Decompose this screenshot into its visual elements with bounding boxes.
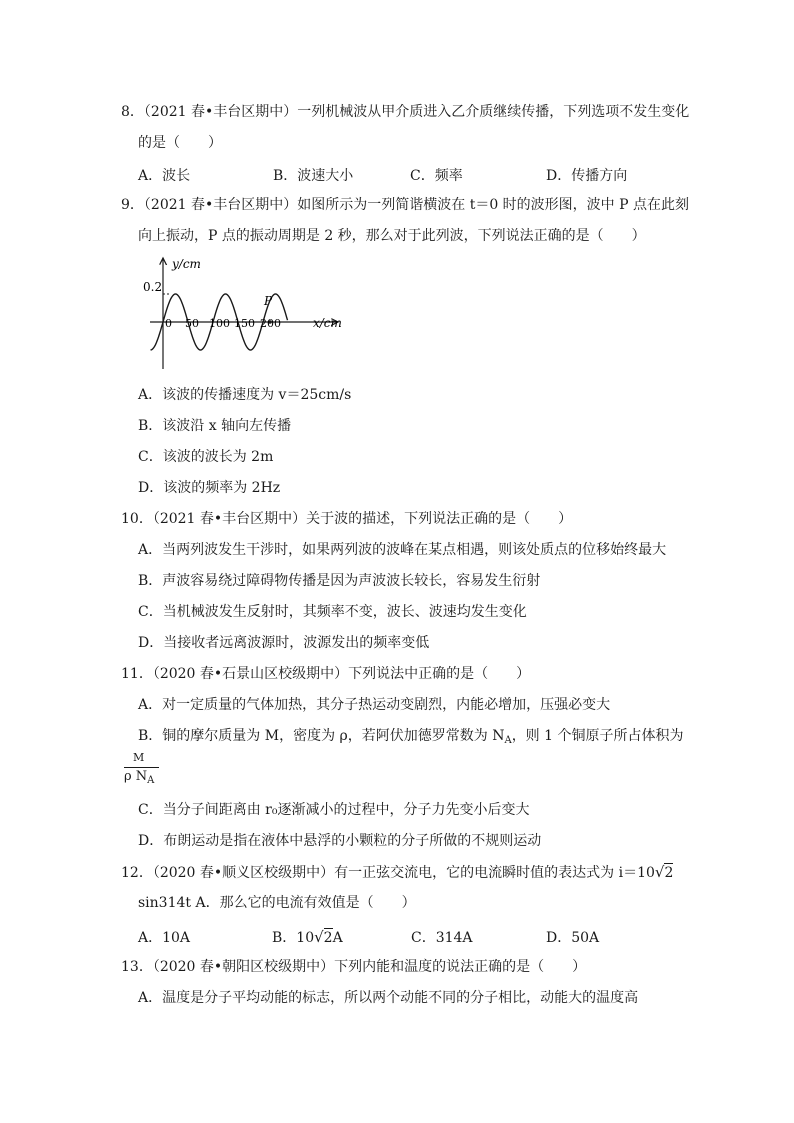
question-11-option-b[interactable] [138,727,684,750]
option-a[interactable]: A．波长 [138,168,191,184]
question-12-options [138,927,599,947]
wave-graph [143,252,353,374]
option-a[interactable]: A．10A [138,930,191,946]
question-9-option-a[interactable]: A．该波的传播速度为 v＝25cm/s [138,387,352,403]
option-b-subscript: A [504,735,512,746]
question-10-line-1: 10．（2021 春•丰台区期中）关于波的描述，下列说法正确的是（ ） [121,511,573,527]
question-8-line-1: 8．（2021 春•丰台区期中）一列机械波从甲介质进入乙介质继续传播，下列选项不发生变化 [121,104,690,120]
question-10-option-c[interactable]: C．当机械波发生反射时，其频率不变，波长、波速均发生变化 [138,604,527,620]
question-11-option-c[interactable]: C．当分子间距离由 r₀逐渐减小的过程中，分子力先变小后变大 [138,802,530,818]
sqrt-radicand: 2 [664,865,674,881]
option-b[interactable]: B．波速大小 [273,168,354,184]
question-9-option-c[interactable]: C．该波的波长为 2m [138,449,274,465]
x-tick-50: 50 [185,317,199,330]
x-tick-100: 100 [209,317,230,330]
x-axis-label: x/cm [313,316,342,330]
question-10-option-a[interactable]: A．当两列波发生干涉时，如果两列波的波峰在某点相遇，则该处质点的位移始终最大 [138,542,667,558]
fraction-numerator: M [133,751,145,764]
option-d[interactable]: D．50A [546,930,600,946]
question-12-line-2: sin314t A．那么它的电流有效值是（ ） [138,895,416,911]
question-8-options [138,165,627,185]
x-tick-200: 200 [260,317,281,330]
x-tick-150: 150 [234,317,255,330]
question-11-option-d[interactable]: D．布朗运动是指在液体中悬浮的小颗粒的分子所做的不规则运动 [138,833,542,849]
fraction-bar [124,767,159,768]
option-b[interactable]: B．10√2A [272,928,343,946]
question-9-line-1: 9．（2021 春•丰台区期中）如图所示为一列简谐横波在 t＝0 时的波形图，波中 P 点在此刻 [121,197,689,213]
option-c[interactable]: C．频率 [410,168,463,184]
question-8-line-2: 的是（ ） [138,135,222,151]
y-axis-label: y/cm [172,257,201,271]
question-10-option-d[interactable]: D．当接收者远离波源时，波源发出的频率变低 [138,635,430,651]
x-tick-0: 0 [165,317,172,330]
question-9-option-d[interactable]: D．该波的频率为 2Hz [138,480,281,496]
question-11-option-a[interactable]: A．对一定质量的气体加热，其分子热运动变剧烈，内能必增加，压强必变大 [138,697,611,713]
fraction-denominator: ρ $N_A$ [124,769,155,786]
question-13-line-1: 13．（2020 春•朝阳区校级期中）下列内能和温度的说法正确的是（ ） [121,959,587,975]
question-12-line-1: 12．（2020 春•顺义区校级期中）有一正弦交流电，它的电流瞬时值的表达式为 i＝10√2 [121,863,674,881]
point-p-label: P [264,294,273,308]
option-d[interactable]: D．传播方向 [546,168,628,184]
option-b-text: B．铜的摩尔质量为 M，密度为 ρ，若阿伏加德罗常数为 N [138,728,505,744]
question-11-line-1: 11．（2020 春•石景山区校级期中）下列说法中正确的是（ ） [121,666,531,682]
question-9-option-b[interactable]: B．该波沿 x 轴向左传播 [138,418,292,434]
y-tick-label: 0.2 [143,280,163,294]
question-10-option-b[interactable]: B．声波容易绕过障碍物传播是因为声波波长较长，容易发生衍射 [138,573,541,589]
question-13-option-a[interactable]: A．温度是分子平均动能的标志，所以两个动能不同的分子相比，动能大的温度高 [138,990,639,1006]
option-b-tail: ，则 1 个铜原子所占体积为 [511,728,684,744]
option-c[interactable]: C．314A [411,930,473,946]
question-9-line-2: 向上振动，P 点的振动周期是 2 秒，那么对于此列波，下列说法正确的是（ ） [138,228,646,244]
